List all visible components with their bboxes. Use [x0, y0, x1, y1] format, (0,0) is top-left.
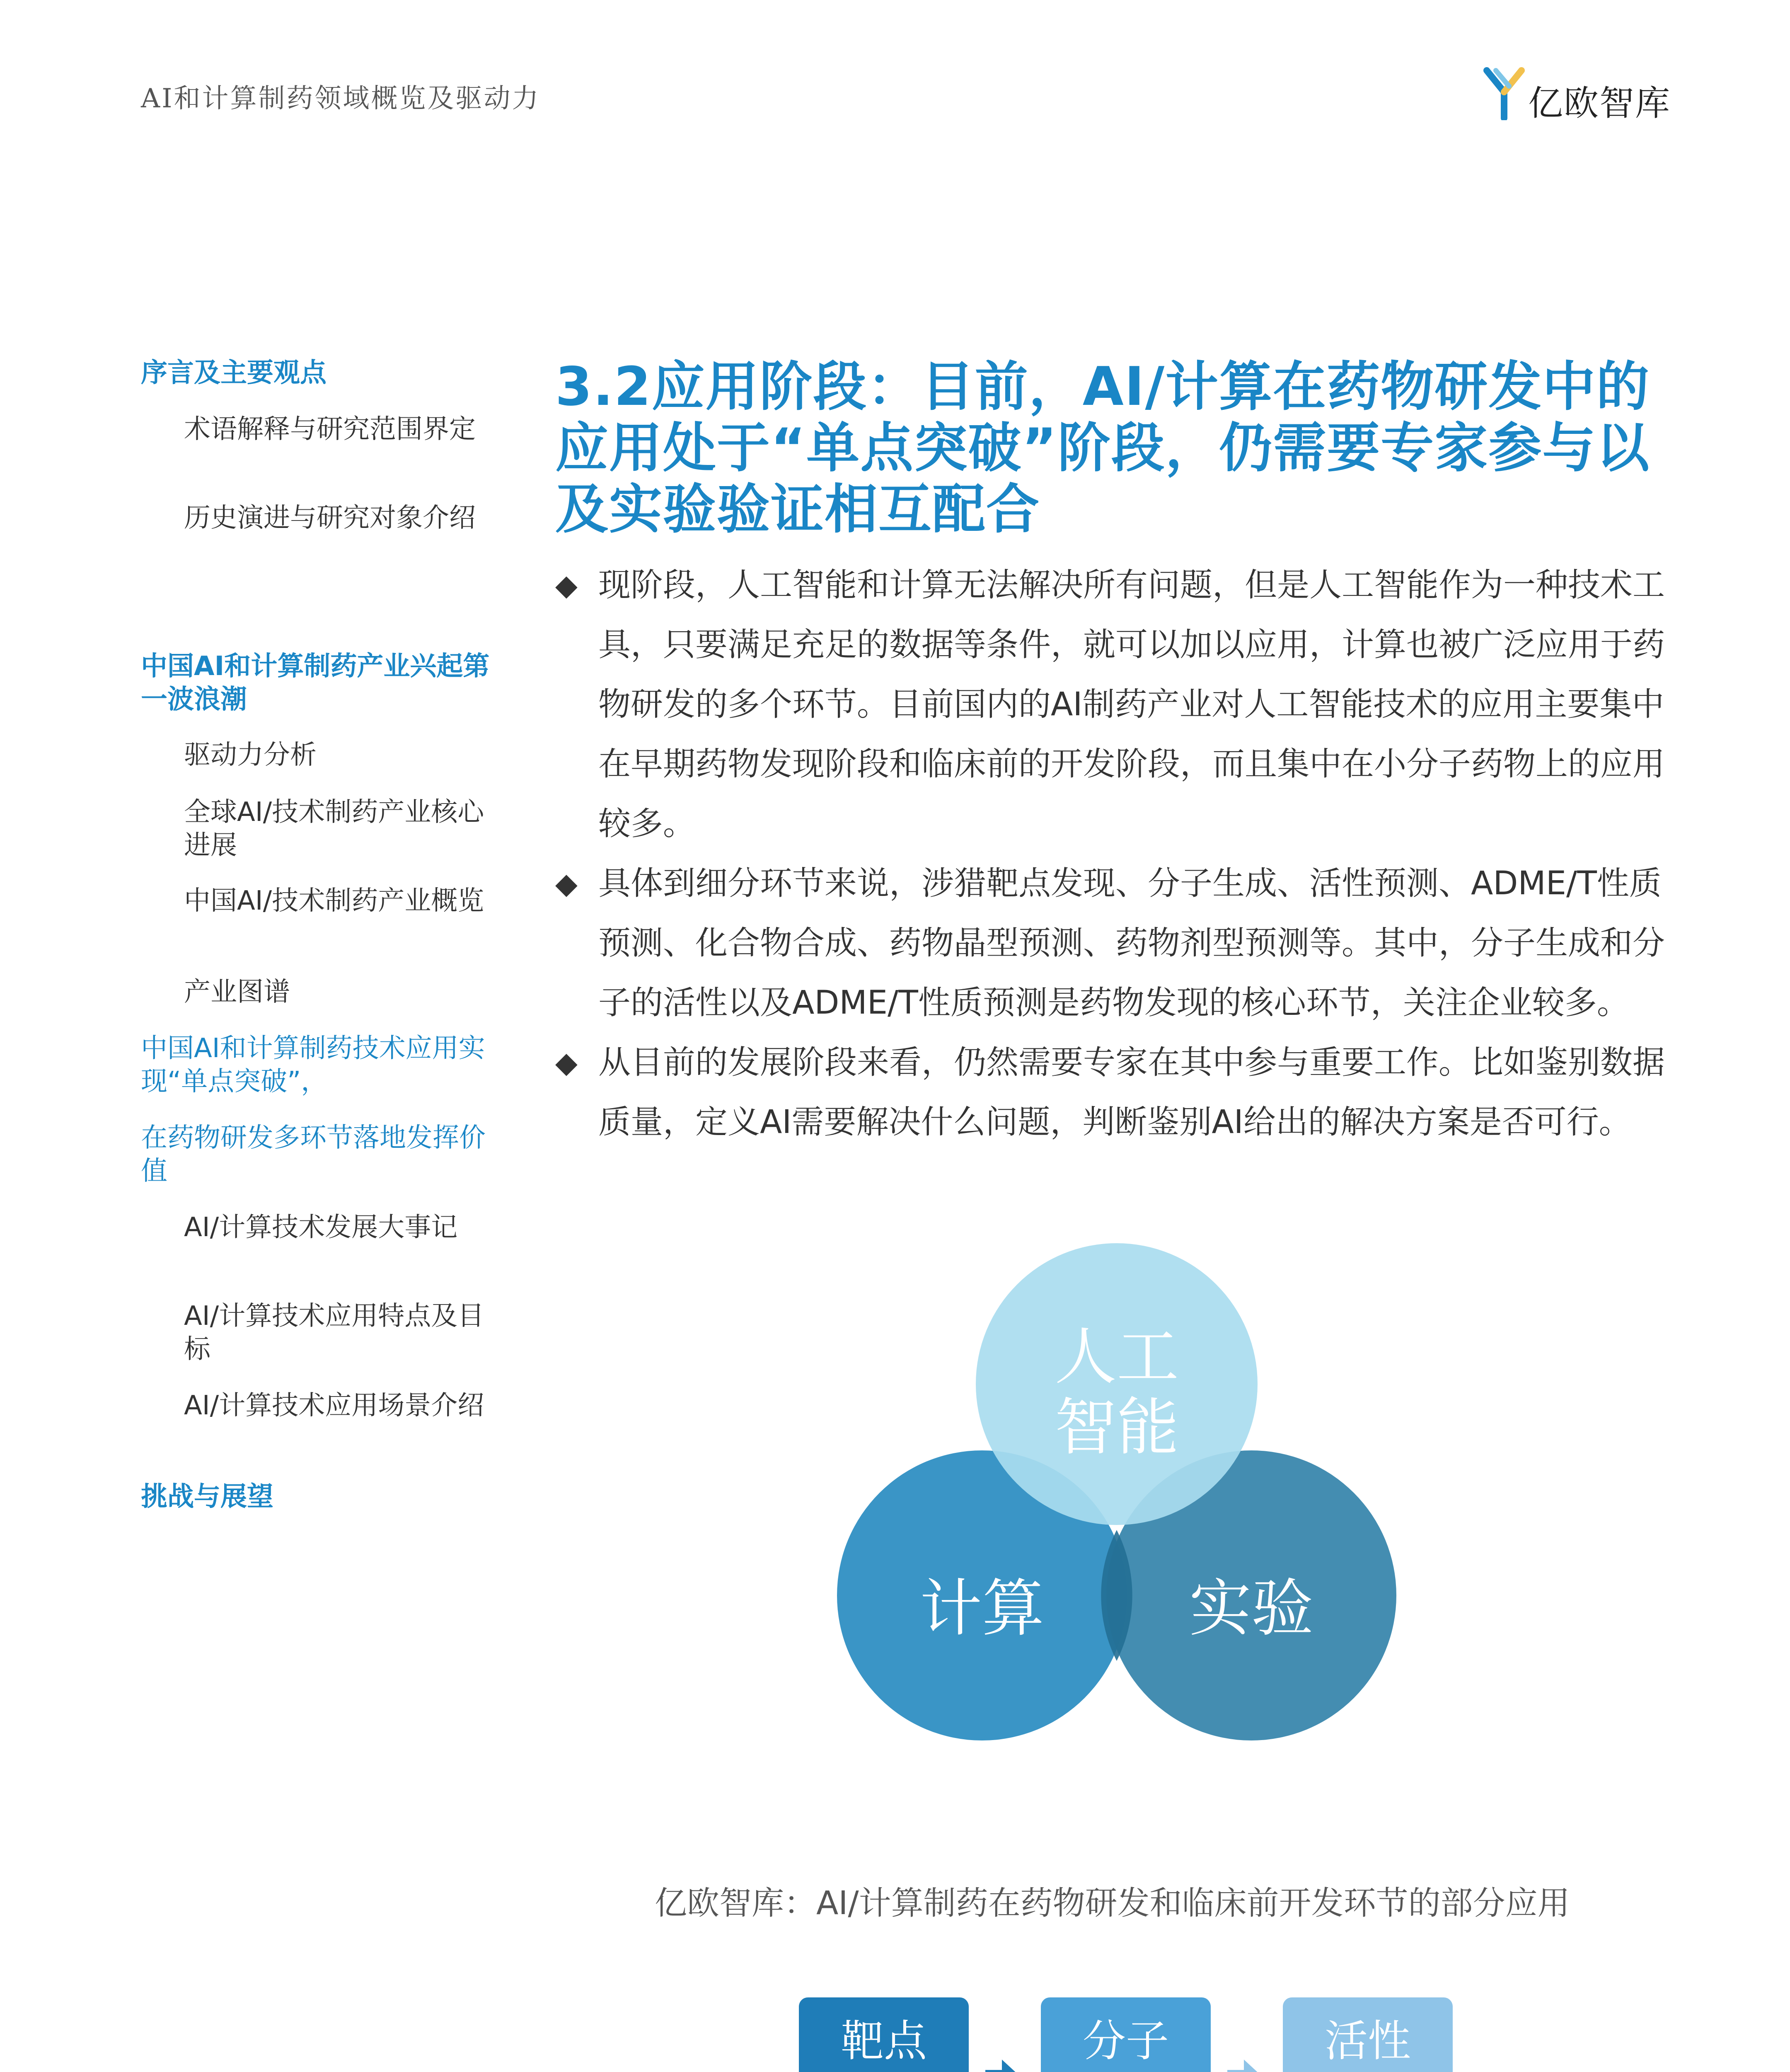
sidebar-item-features[interactable]: AI/计算技术应用特点及目标: [184, 1301, 484, 1365]
diamond-bullet-icon: ◆: [555, 867, 578, 900]
bullet-item: [555, 1033, 1691, 1152]
figure-caption: 亿欧智库：AI/计算制药在药物研发和临床前开发环节的部分应用: [655, 1885, 1570, 1922]
brand-logo: [1483, 66, 1691, 123]
sidebar-item-industry-map[interactable]: 产业图谱: [184, 977, 290, 1007]
logo-mark-icon: [1483, 66, 1525, 120]
right-arrow-icon: [985, 2060, 1023, 2072]
sidebar-item-challenges[interactable]: 挑战与展望: [141, 1481, 273, 1512]
sidebar-item-first-wave[interactable]: 中国AI和计算制药产业兴起第一波浪潮: [141, 651, 490, 715]
sidebar-item-preface[interactable]: 序言及主要观点: [141, 358, 327, 388]
diamond-bullet-icon: ◆: [555, 568, 578, 602]
flow-step-target-discovery: 靶点: [799, 1997, 969, 2072]
logo-text: 亿欧智库: [1528, 83, 1671, 123]
venn-label-ai: 人工 智能: [1054, 1321, 1179, 1464]
venn-label-computing: 计算: [919, 1573, 1044, 1645]
bullet-list: [555, 555, 1691, 1152]
sidebar-item-china-overview[interactable]: 中国AI/技术制药产业概览: [184, 886, 484, 916]
section-title: 3.2应用阶段：目前，AI/计算在药物研发中的应用处于“单点突破”阶段，仍需要专家参与以及实验验证相互配合: [555, 356, 1650, 540]
sidebar-item-scenarios[interactable]: AI/计算技术应用场景介绍: [184, 1390, 484, 1421]
flow-step-activity-prediction: 活性: [1283, 1997, 1453, 2072]
sidebar-item-global-progress[interactable]: 全球AI/技术制药产业核心进展: [184, 797, 484, 861]
diamond-bullet-icon: ◆: [555, 1046, 578, 1080]
right-arrow-icon: [1227, 2060, 1265, 2072]
header-title: AI和计算制药领域概览及驱动力: [141, 83, 540, 114]
sidebar-item-drivers[interactable]: 驱动力分析: [184, 740, 317, 770]
bullet-item: [555, 854, 1691, 1033]
venn-label-experiment: 实验: [1189, 1573, 1313, 1645]
sidebar-item-terms[interactable]: 术语解释与研究范围界定: [184, 414, 476, 445]
flow-step-molecule-generation: 分子: [1041, 1997, 1211, 2072]
sidebar-item-history[interactable]: 历史演进与研究对象介绍: [184, 503, 476, 533]
bullet-text: 具体到细分环节来说，涉猎靶点发现、分子生成、活性预测、ADME/T性质预测、化合物合成、药物晶型预测、药物剂型预测等。其中，分子生成和分子的活性以及ADME/T性质预测是药物发现的核心环节，关注企业较多。: [598, 865, 1665, 1021]
sidebar-item-multi-stage[interactable]: 在药物研发多环节落地发挥价值: [141, 1123, 486, 1186]
bullet-text: 现阶段，人工智能和计算无法解决所有问题，但是人工智能作为一种技术工具，只要满足充足的数据等条件，就可以加以应用，计算也被广泛应用于药物研发的多个环节。目前国内的AI制药产业对人工智能技术的应用主要集中在早期药物发现阶段和临床前的开发阶段，而且集中在小分子药物上的应用较多。: [598, 566, 1665, 842]
sidebar-item-breakthrough[interactable]: 中国AI和计算制药技术应用实现“单点突破”，: [141, 1033, 485, 1097]
flow-diagram: [787, 1989, 1591, 2072]
bullet-item: [555, 555, 1691, 854]
bullet-text: 从目前的发展阶段来看，仍然需要专家在其中参与重要工作。比如鉴别数据质量，定义AI需要解决什么问题，判断鉴别AI给出的解决方案是否可行。: [598, 1044, 1665, 1141]
sidebar-item-milestones[interactable]: AI/计算技术发展大事记: [184, 1212, 458, 1243]
venn-diagram: [837, 1243, 1409, 1749]
